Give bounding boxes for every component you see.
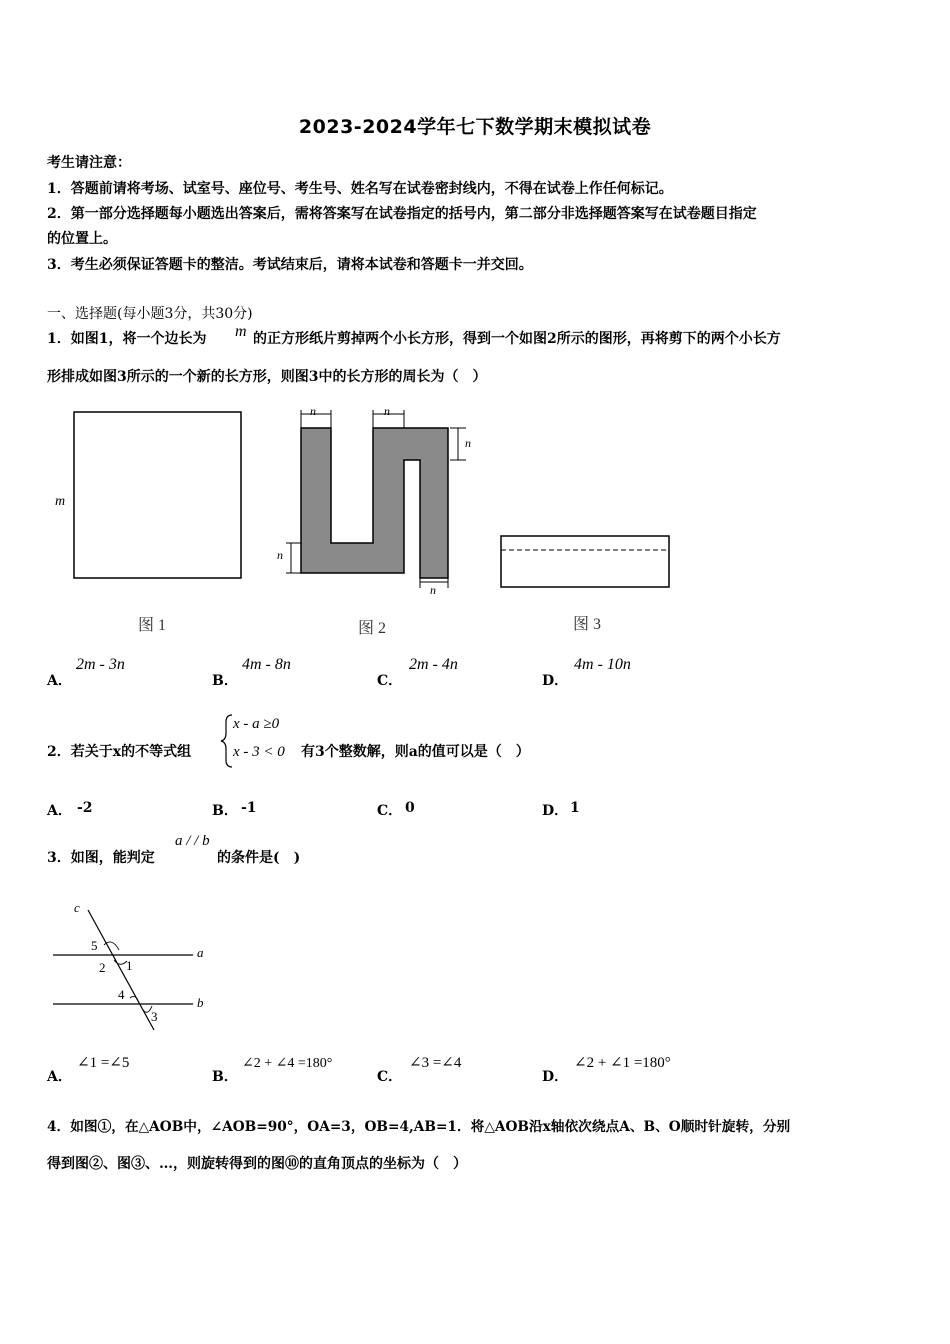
caption-fig3: 图 3 [573, 616, 602, 633]
notice-item-1: 1．答题前请将考场、试室号、座位号、考生号、姓名写在试卷密封线内，不得在试卷上作任何标记。 [47, 181, 673, 197]
q3-option-c-label[interactable]: C． [377, 1069, 403, 1085]
q2-prefix: 2．若关于x的不等式组 [47, 744, 192, 760]
q1-option-b-value: 4m - 8n [242, 656, 291, 673]
q1-line1-end: 的正方形纸片剪掉两个小长方形，得到一个如图2所示的图形，再将剪下的两个小长方 [253, 331, 781, 347]
q3-angle-3: 3 [151, 1009, 158, 1024]
q3-option-b-label[interactable]: B． [212, 1069, 238, 1085]
q4-line1: 4．如图①，在△AOB中，∠AOB=90°，OA=3，OB=4,AB=1．将△AOB沿x轴依次绕点A、B、O顺时针旋转，分别 [47, 1119, 791, 1135]
q3-option-b-value: ∠2 + ∠4 =180° [242, 1056, 333, 1071]
q1-option-c-label[interactable]: C． [377, 673, 403, 689]
q2-option-d-label[interactable]: D． [542, 803, 569, 819]
notice-item-2-cont: 的位置上。 [47, 231, 117, 247]
q3-option-a-label[interactable]: A． [47, 1069, 72, 1085]
fig2-label-n4: n [277, 548, 283, 562]
q3-angle-2: 2 [99, 960, 106, 975]
caption-fig2: 图 2 [358, 620, 387, 637]
q2-option-c-value: 0 [405, 800, 415, 816]
q3-option-c-value: ∠3 =∠4 [409, 1055, 462, 1071]
fig1-label-m: m [55, 494, 66, 509]
notice-header: 考生请注意： [47, 155, 131, 171]
q2-option-c-label[interactable]: C． [377, 803, 403, 819]
q3-angle-1: 1 [126, 958, 133, 973]
section-heading: 一、选择题(每小题3分，共30分) [47, 306, 253, 322]
caption-fig1: 图 1 [138, 617, 167, 634]
q3-option-d-label[interactable]: D． [542, 1069, 569, 1085]
arc-5 [104, 942, 119, 950]
q3-angle-4: 4 [118, 987, 125, 1002]
q2-option-a-label[interactable]: A． [47, 803, 72, 819]
fig2-label-n3: n [465, 436, 471, 450]
q2-suffix: 有3个整数解，则a的值可以是（ ） [301, 744, 530, 760]
q1-option-b-label[interactable]: B． [212, 673, 238, 689]
q3-option-a-value: ∠1 =∠5 [77, 1055, 130, 1071]
q2-inequality-2: x - 3 < 0 [233, 744, 285, 760]
q3-angle-5: 5 [91, 938, 98, 953]
line-c [88, 910, 154, 1030]
q3-label-a: a [197, 945, 204, 960]
q2-option-a-value: -2 [77, 800, 93, 816]
q3-label-b: b [197, 995, 204, 1010]
q3-prefix: 3．如图，能判定 [47, 850, 155, 866]
q2-option-b-value: -1 [241, 800, 257, 816]
q3-label-c: c [74, 900, 80, 915]
q4-line2: 得到图②、图③、…，则旋转得到的图⑩的直角顶点的坐标为（ ） [47, 1156, 467, 1172]
notice-item-3: 3．考生必须保证答题卡的整洁。考试结束后，请将本试卷和答题卡一并交回。 [47, 257, 533, 273]
q2-option-b-label[interactable]: B． [212, 803, 238, 819]
q2-option-d-value: 1 [570, 800, 580, 816]
q1-var-m: m [235, 323, 247, 340]
q1-line2: 形排成如图3所示的一个新的长方形，则图3中的长方形的周长为（ ） [47, 369, 487, 385]
q1-line1-start: 1．如图1，将一个边长为 [47, 331, 207, 347]
q3-option-d-value: ∠2 + ∠1 =180° [574, 1055, 671, 1071]
fig2-label-n1: n [310, 404, 316, 418]
q3-condition: a / / b [175, 833, 210, 849]
fig2-label-n2: n [384, 404, 390, 418]
fig2-label-n5: n [430, 583, 436, 597]
q1-option-a-value: 2m - 3n [76, 656, 125, 673]
q3-suffix: 的条件是( ) [217, 850, 301, 866]
q1-option-d-label[interactable]: D． [542, 673, 569, 689]
q2-inequality-1: x - a ≥0 [233, 716, 280, 732]
q1-option-a-label[interactable]: A． [47, 673, 72, 689]
notice-item-2: 2．第一部分选择题每小题选出答案后，需将答案写在试卷指定的括号内，第二部分非选择题答案写在试卷题目指定 [47, 206, 757, 222]
q1-option-d-value: 4m - 10n [574, 656, 631, 673]
page-title: 2023-2024学年七下数学期末模拟试卷 [298, 116, 652, 138]
q1-option-c-value: 2m - 4n [409, 656, 458, 673]
